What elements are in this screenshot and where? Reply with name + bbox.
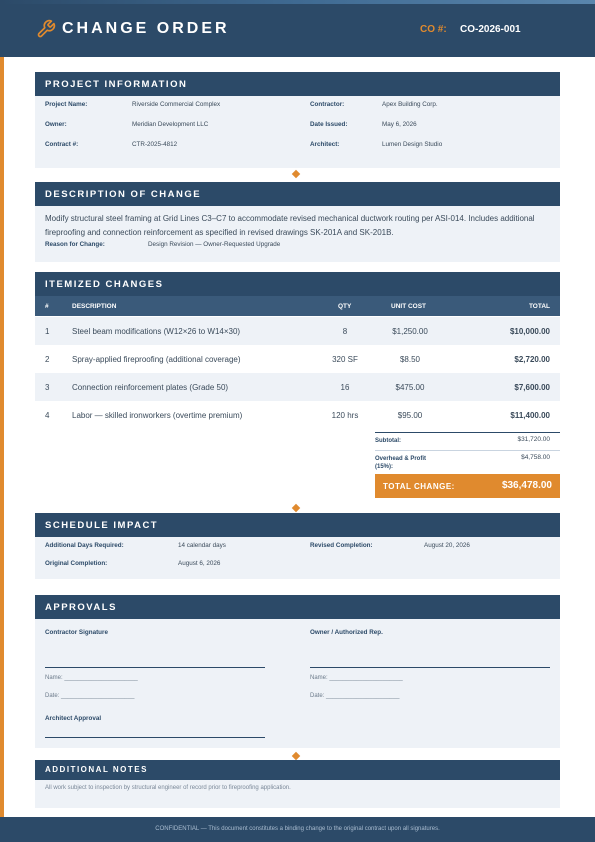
row-unit-cost: $1,250.00 [392,327,428,336]
row-num: 2 [45,355,50,364]
architect-label: Architect: [310,141,340,148]
column-header-num: # [45,303,49,310]
row-description: Spray-applied fireproofing (additional coverage) [72,355,241,364]
contractor-date-line[interactable]: Date: ______________________ [45,693,135,699]
diamond-divider [292,170,300,178]
row-num: 3 [45,383,50,392]
row-total: $7,600.00 [514,383,550,392]
architect-approval-label: Architect Approval [45,715,102,722]
row-total: $2,720.00 [514,355,550,364]
row-description: Connection reinforcement plates (Grade 50) [72,383,229,392]
itemized-changes-section [35,272,560,500]
additional-days-label: Additional Days Required: [45,542,124,549]
confidential-footer: CONFIDENTIAL — This document constitutes a binding change to the original contract upon all signatures. [0,817,595,842]
subtotal-value: $31,720.00 [517,436,550,443]
total-change-label: TOTAL CHANGE: [383,482,455,491]
co-number: CO-2026-001 [460,24,521,35]
row-total: $11,400.00 [510,411,550,420]
row-description: Steel beam modifications (W12×26 to W14×30) [72,327,241,336]
row-qty: 120 hrs [331,411,359,420]
schedule-impact-section [35,513,560,579]
diamond-divider [292,504,300,512]
overhead-value: $4,758.00 [521,454,550,461]
contractor-name-line[interactable]: Name: ______________________ [45,675,138,681]
total-change-value: $36,478.00 [501,480,552,491]
owner-date-line[interactable]: Date: ______________________ [310,693,400,699]
contractor-label: Contractor: [310,101,345,108]
row-total: $10,000.00 [509,327,550,336]
additional-notes-section [35,760,560,808]
row-description: Labor — skilled ironworkers (overtime premium) [72,411,243,420]
owner-name-line[interactable]: Name: ______________________ [310,675,403,681]
section-heading: ITEMIZED CHANGES [35,272,560,296]
row-unit-cost: $95.00 [397,411,423,420]
co-number-label: CO #: [420,24,447,35]
notes-text: All work subject to inspection by structural engineer of record prior to fireproofing application. [45,785,291,791]
page-title: CHANGE ORDER [62,20,230,37]
totals-rule [375,432,560,433]
section-heading: ADDITIONAL NOTES [35,760,560,780]
row-unit-cost: $8.50 [399,355,421,364]
owner-signature-line[interactable] [310,667,550,668]
architect-signature-line[interactable] [45,737,265,738]
original-completion-label: Original Completion: [45,560,108,567]
reason-value: Design Revision — Owner-Requested Upgrade [148,241,281,248]
column-header-total: TOTAL [528,303,550,310]
wrench-icon [36,19,56,39]
revised-completion-label: Revised Completion: [310,542,373,549]
date-issued-value: May 6, 2026 [382,121,417,128]
contractor-signature-label: Contractor Signature [45,629,108,636]
contractor-signature-line[interactable] [45,667,265,668]
description-section [35,182,560,262]
revised-completion-value: August 20, 2026 [424,542,470,549]
section-heading: PROJECT INFORMATION [35,72,560,96]
contractor-value: Apex Building Corp. [382,101,438,108]
owner-value: Meridian Development LLC [132,121,209,128]
project-name-value: Riverside Commercial Complex [132,101,221,108]
project-name-label: Project Name: [45,101,88,108]
table-row [35,401,560,429]
architect-value: Lumen Design Studio [382,141,443,148]
section-heading: SCHEDULE IMPACT [35,513,560,537]
additional-days-value: 14 calendar days [178,542,226,549]
row-num: 4 [45,411,50,420]
approvals-section [35,595,560,748]
column-header-description: DESCRIPTION [72,303,117,310]
row-qty: 8 [342,327,348,336]
row-qty: 16 [340,383,350,392]
total-change-box [375,474,560,498]
description-text: Modify structural steel framing at Grid Lines C3–C7 to accommodate revised mechanical ductwork routing per ASI-014. Includes additional fireproofing and connection reinforcement as specified in revised drawings SK-201A and SK-201B. [45,214,535,237]
contract-value: CTR-2025-4812 [132,141,178,148]
row-unit-cost: $475.00 [395,383,425,392]
column-header-qty: QTY [338,303,352,310]
table-header [35,296,560,316]
totals-rule [375,450,560,451]
reason-label: Reason for Change: [45,241,105,248]
table-row [35,345,560,373]
table-row [35,317,560,345]
original-completion-value: August 6, 2026 [178,560,221,567]
column-header-unit-cost: UNIT COST [391,303,427,310]
table-row [35,373,560,401]
owner-signature-label: Owner / Authorized Rep. [310,629,383,636]
accent-bar [0,57,4,817]
section-heading: APPROVALS [35,595,560,619]
diamond-divider [292,752,300,760]
row-num: 1 [45,327,50,336]
header-stripe [0,0,595,4]
section-heading: DESCRIPTION OF CHANGE [35,182,560,206]
row-qty: 320 SF [332,355,358,364]
document-header [0,0,595,57]
owner-label: Owner: [45,121,67,128]
date-issued-label: Date Issued: [310,121,348,128]
subtotal-label: Subtotal: [375,438,401,444]
contract-label: Contract #: [45,141,79,148]
project-information-section [35,72,560,168]
overhead-label: Overhead & Profit (15%): [375,456,427,470]
